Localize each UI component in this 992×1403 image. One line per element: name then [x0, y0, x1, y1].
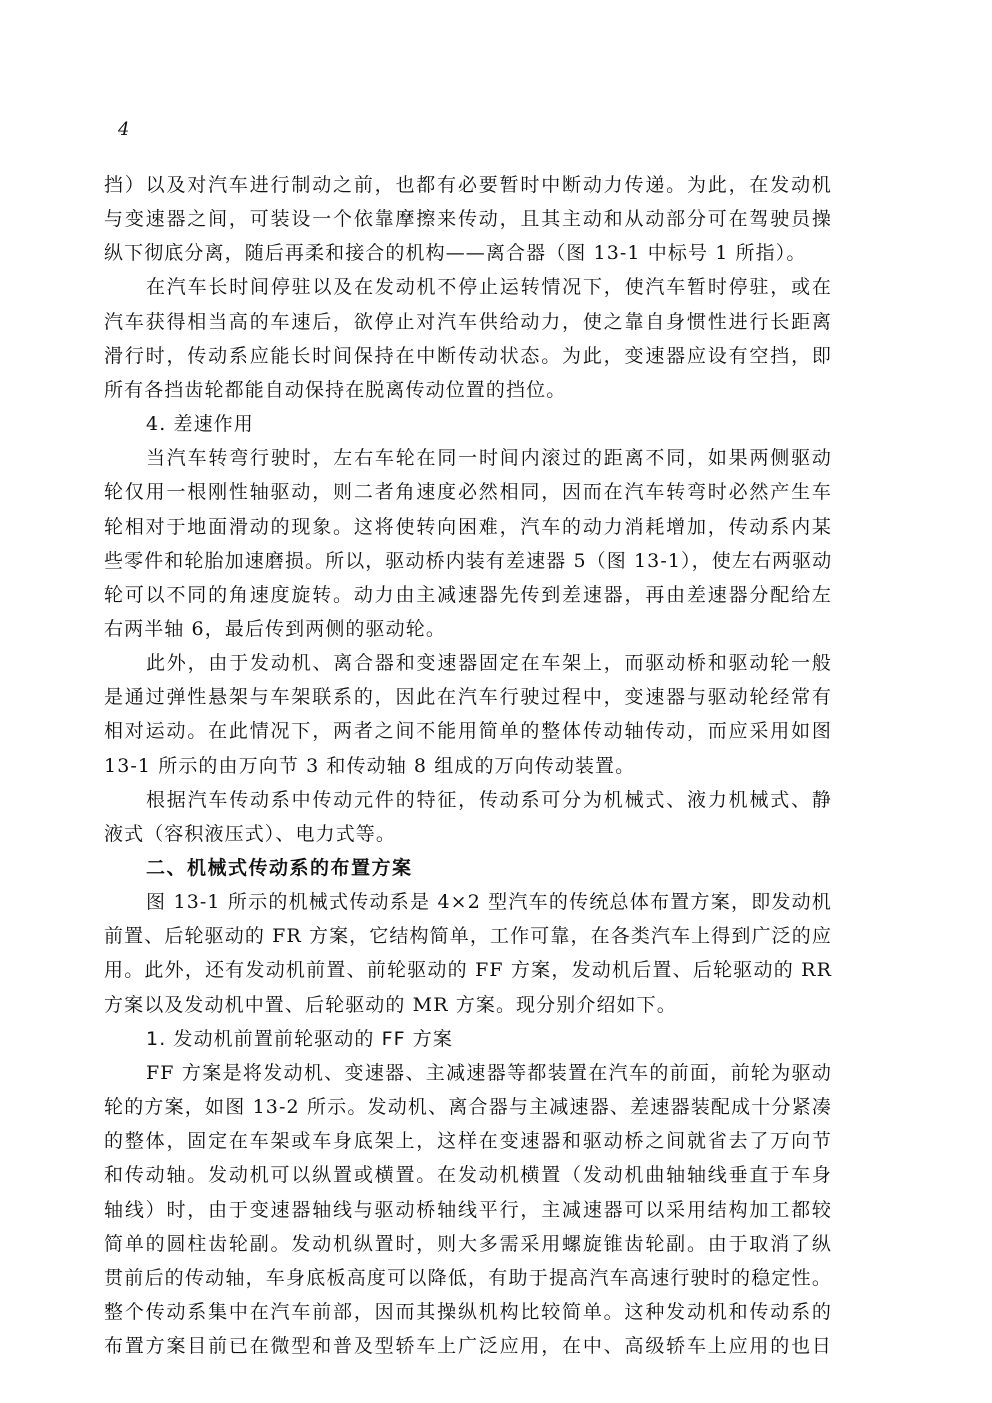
text-line: 轮仅用一根刚性轴驱动，则二者角速度必然相同，因而在汽车转弯时必然产生车: [104, 481, 832, 504]
text-line: 和传动轴。发动机可以纵置或横置。在发动机横置（发动机曲轴轴线垂直于车身: [104, 1164, 832, 1187]
text-line: 所有各挡齿轮都能自动保持在脱离传动位置的挡位。: [104, 378, 567, 401]
text-line: 前置、后轮驱动的 FR 方案，它结构简单，工作可靠，在各类汽车上得到广泛的应: [104, 925, 832, 948]
text-line: 轮相对于地面滑动的现象。这将使转向困难，汽车的动力消耗增加，传动系内某: [104, 515, 832, 538]
text-line: 贯前后的传动轴，车身底板高度可以降低，有助于提高汽车高速行驶时的稳定性。: [104, 1266, 832, 1289]
text-line: 在汽车长时间停驻以及在发动机不停止运转情况下，使汽车暂时停驻，或在: [146, 276, 832, 299]
text-line: 的整体，固定在车架或车身底架上，这样在变速器和驱动桥之间就省去了万向节: [104, 1130, 832, 1153]
text-line: 方案以及发动机中置、后轮驱动的 MR 方案。现分别介绍如下。: [104, 993, 677, 1016]
text-line: 汽车获得相当高的车速后，欲停止对汽车供给动力，使之靠自身惯性进行长距离: [104, 310, 832, 333]
text-line: 根据汽车传动系中传动元件的特征，传动系可分为机械式、液力机械式、静: [146, 788, 832, 811]
section-heading: 二、机械式传动系的布置方案: [146, 857, 413, 879]
text-line: 些零件和轮胎加速磨损。所以，驱动桥内装有差速器 5（图 13-1），使左右两驱动: [104, 549, 832, 572]
text-line: 右两半轴 6，最后传到两侧的驱动轮。: [104, 618, 446, 640]
text-line: 纵下彻底分离，随后再柔和接合的机构——离合器（图 13-1 中标号 1 所指）。: [104, 242, 807, 265]
text-line: 挡）以及对汽车进行制动之前，也都有必要暂时中断动力传递。为此，在发动机: [104, 174, 832, 196]
text-line: 简单的圆柱齿轮副。发动机纵置时，则大多需采用螺旋锥齿轮副。由于取消了纵: [104, 1232, 832, 1255]
section-heading: 1. 发动机前置前轮驱动的 FF 方案: [146, 1027, 454, 1050]
text-line: 布置方案目前已在微型和普及型轿车上广泛应用，在中、高级轿车上应用的也日: [104, 1335, 832, 1358]
text-line: 此外，由于发动机、离合器和变速器固定在车架上，而驱动桥和驱动轮一般: [146, 652, 832, 675]
text-line: 4. 差速作用: [146, 413, 254, 435]
page-number: 4: [118, 119, 130, 140]
text-line: 当汽车转弯行驶时，左右车轮在同一时间内滚过的距离不同，如果两侧驱动: [146, 447, 832, 470]
text-line: 相对运动。在此情况下，两者之间不能用简单的整体传动轴传动，而应采用如图: [104, 720, 832, 743]
text-line: 13-1 所示的由万向节 3 和传动轴 8 组成的万向传动装置。: [104, 754, 636, 777]
text-line: 图 13-1 所示的机械式传动系是 4×2 型汽车的传统总体布置方案，即发动机: [146, 891, 832, 914]
text-line: 轮的方案，如图 13-2 所示。发动机、离合器与主减速器、差速器装配成十分紧凑: [104, 1096, 832, 1118]
text-line: 轴线）时，由于变速器轴线与驱动桥轴线平行，主减速器可以采用结构加工都较: [104, 1198, 832, 1221]
text-line: 是通过弹性悬架与车架联系的，因此在汽车行驶过程中，变速器与驱动轮经常有: [104, 686, 832, 709]
text-line: 滑行时，传动系应能长时间保持在中断传动状态。为此，变速器应设有空挡，即: [104, 344, 832, 367]
text-line: 轮可以不同的角速度旋转。动力由主减速器先传到差速器，再由差速器分配给左: [104, 583, 832, 606]
text-line: 整个传动系集中在汽车前部，因而其操纵机构比较简单。这种发动机和传动系的: [104, 1301, 832, 1323]
text-line: 用。此外，还有发动机前置、前轮驱动的 FF 方案，发动机后置、后轮驱动的 RR: [104, 959, 832, 982]
text-line: 液式（容积液压式）、电力式等。: [104, 822, 397, 845]
text-line: FF 方案是将发动机、变速器、主减速器等都装置在汽车的前面，前轮为驱动: [146, 1061, 832, 1084]
text-line: 与变速器之间，可装设一个依靠摩擦来传动，且其主动和从动部分可在驾驶员操: [104, 208, 832, 231]
